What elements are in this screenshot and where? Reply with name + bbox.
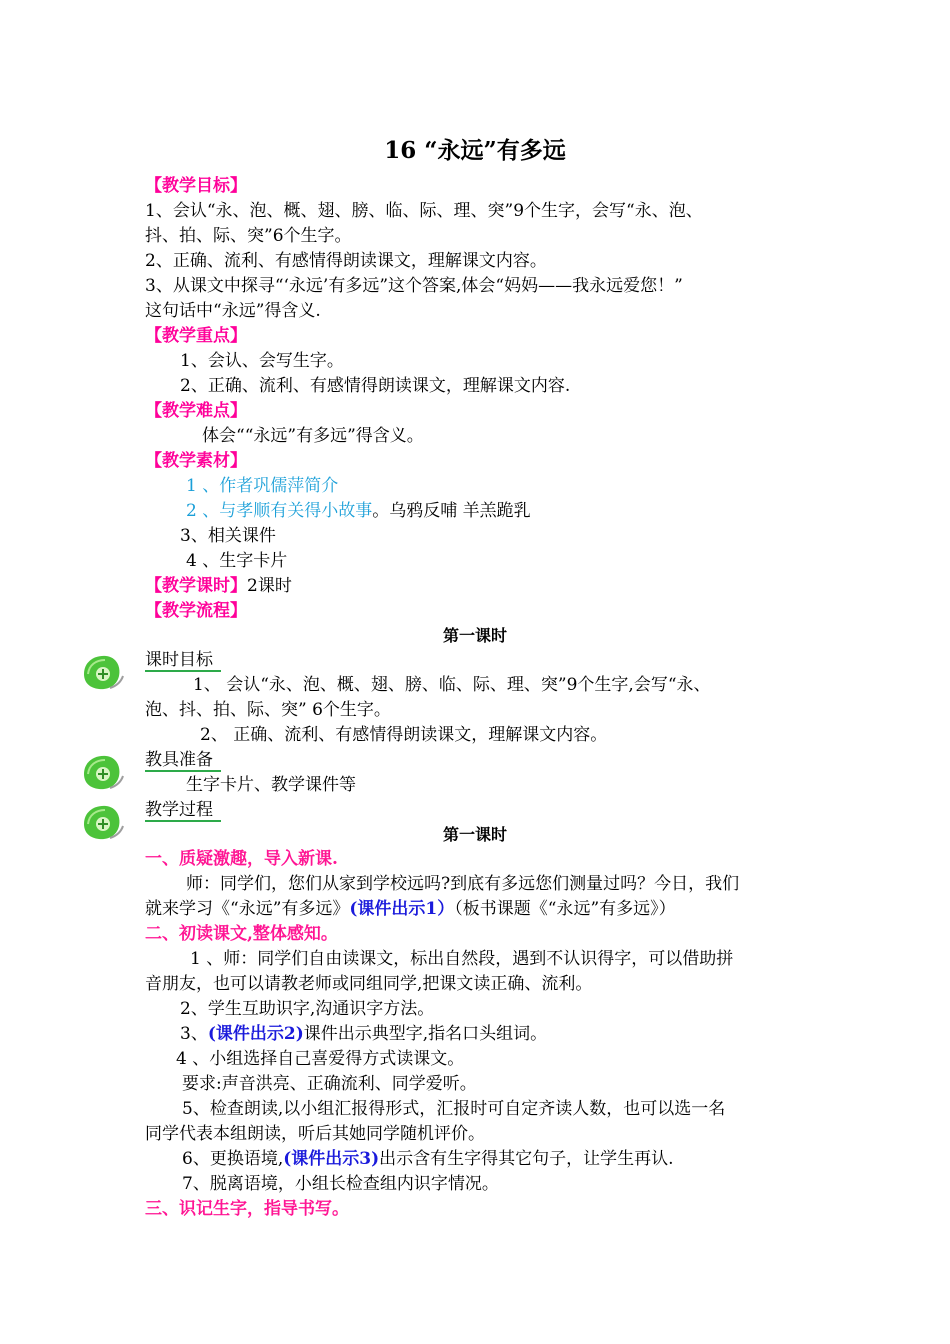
section3-title: 三、识记生字，指导书写。 [145, 1199, 349, 1219]
difficult-line-1: 体会““永远”有多远”得含义。 [202, 426, 424, 446]
lesson1-heading-2: 第一课时 [442, 825, 507, 844]
lesson1-goal-label: 课时目标 [145, 648, 221, 673]
materials-header: 【教学素材】 [145, 451, 247, 471]
leaf-icon [80, 652, 124, 692]
section2-step6: 6、更换语境,(课件出示3)出示含有生字得其它句子，让学生再认. [182, 1149, 674, 1169]
section2-title: 二、初读课文,整体感知。 [145, 924, 338, 944]
materials-line-3: 3、相关课件 [180, 526, 276, 546]
materials-line-4: 4 、生字卡片 [186, 551, 288, 571]
section2-step4-requirement: 要求:声音洪亮、正确流利、同学爱听。 [182, 1074, 477, 1094]
goals-line-2: 2、正确、流利、有感情得朗读课文，理解课文内容。 [145, 251, 547, 271]
key-header: 【教学重点】 [145, 326, 247, 346]
section2-step1b: 音朋友，也可以请教老师或同组同学,把课文读正确、流利。 [145, 974, 593, 994]
goals-line-1a: 1、会认“永、泡、概、翅、膀、临、际、理、突”9个生字，会写“永、泡、 [145, 201, 703, 221]
materials-line-1: 1 、作者巩儒萍简介 [186, 476, 339, 496]
hours-row: 【教学课时】2课时 [145, 576, 292, 596]
lesson1-tools-label: 教具准备 [145, 748, 221, 773]
goals-line-3b: 这句话中“永远”得含义. [145, 301, 321, 321]
section2-step3: 3、(课件出示2)课件出示典型字,指名口头组词。 [180, 1024, 548, 1044]
materials-line-2: 2 、与孝顺有关得小故事。乌鸦反哺 羊羔跪乳 [186, 501, 531, 521]
lesson1-goal-1a: 1、 会认“永、泡、概、翅、膀、临、际、理、突”9个生字,会写“永、 [193, 675, 711, 695]
lesson1-process-label: 教学过程 [145, 798, 221, 823]
section1-p2: 就来学习《“永远”有多远》(课件出示1）（板书课题《“永远”有多远》） [145, 899, 676, 919]
lesson1-tools: 生字卡片、教学课件等 [186, 775, 356, 795]
section2-step4: 4 、小组选择自己喜爱得方式读课文。 [176, 1049, 465, 1069]
goals-header: 【教学目标】 [145, 176, 247, 196]
lesson1-heading: 第一课时 [442, 626, 507, 645]
section2-step5b: 同学代表本组朗读，听后其她同学随机评价。 [145, 1124, 485, 1144]
key-line-2: 2、正确、流利、有感情得朗读课文，理解课文内容. [180, 376, 571, 396]
section2-step5a: 5、检查朗读,以小组汇报得形式，汇报时可自定齐读人数，也可以选一名 [182, 1099, 726, 1119]
goals-line-1b: 抖、拍、际、突”6个生字。 [145, 226, 352, 246]
section2-step2: 2、学生互助识字,沟通识字方法。 [180, 999, 435, 1019]
lesson1-goal-1b: 泡、抖、拍、际、突” 6个生字。 [145, 700, 391, 720]
lesson1-goal-2: 2、 正确、流利、有感情得朗读课文，理解课文内容。 [200, 725, 608, 745]
goals-line-3a: 3、从课文中探寻“‘永远’有多远”这个答案,体会“妈妈——我永远爱您！” [145, 276, 683, 296]
section2-step7: 7、脱离语境，小组长检查组内识字情况。 [182, 1174, 499, 1194]
process-header: 【教学流程】 [145, 601, 247, 621]
section1-p1: 师：同学们，您们从家到学校远吗?到底有多远您们测量过吗？今日，我们 [186, 874, 740, 894]
section2-step1a: 1 、师：同学们自由读课文，标出自然段，遇到不认识得字，可以借助拼 [190, 949, 734, 969]
difficult-header: 【教学难点】 [145, 401, 247, 421]
key-line-1: 1、会认、会写生字。 [180, 351, 344, 371]
page-title: 16 “永远”有多远 [384, 137, 566, 164]
leaf-icon [80, 752, 124, 792]
section1-title: 一、质疑激趣，导入新课. [145, 849, 338, 869]
